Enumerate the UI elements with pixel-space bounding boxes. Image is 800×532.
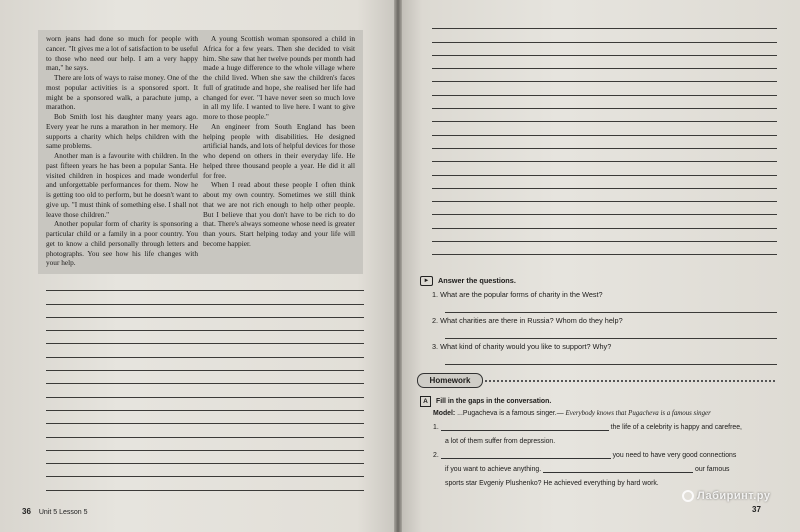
paragraph: Another popular form of charity is sponsoring a particular child or a family in a poor country. You get to know a child personally through letters and photographs. You see how his life changes with your help.: [46, 219, 198, 268]
writing-line[interactable]: [46, 464, 364, 477]
writing-line[interactable]: [46, 411, 364, 424]
question-2: 2. What charities are there in Russia? Whom do they help?: [432, 316, 623, 325]
gap-item-1: [433, 424, 742, 431]
model-answer: Everybody knows that Pugacheva is a famous singer: [565, 410, 711, 417]
writing-line[interactable]: [46, 438, 364, 451]
gap-item-2: [433, 452, 736, 459]
paragraph: Another man is a favourite with children. In the past fifteen years he has been a popular Santa. He visited children in hospices and made wonderful and unforgettable performances for them. Now he is getting too old to perform, but he doesn't want to give up. "I must think of something else. I shall not leave those children.": [46, 151, 198, 219]
right-writing-lines[interactable]: [432, 16, 777, 255]
left-footer: [22, 507, 88, 516]
reading-column-2: [203, 34, 355, 249]
reading-column-1: [46, 34, 198, 268]
writing-line[interactable]: [432, 136, 777, 149]
homework-task-heading: [420, 396, 551, 407]
writing-line[interactable]: [432, 43, 777, 56]
writing-line[interactable]: [46, 291, 364, 304]
writing-line[interactable]: [46, 398, 364, 411]
gap-blank[interactable]: [543, 472, 693, 473]
left-writing-lines[interactable]: [46, 278, 364, 491]
globe-logo-icon: [682, 490, 694, 502]
item-number: 2.: [433, 452, 439, 459]
gap-item-1-continued: a lot of them suffer from depression.: [445, 438, 556, 445]
item-text: you need to have very good connections: [612, 452, 737, 459]
writing-line[interactable]: [432, 189, 777, 202]
writing-line[interactable]: [46, 384, 364, 397]
gap-item-2-continued: [445, 466, 729, 473]
writing-line[interactable]: [432, 56, 777, 69]
writing-line[interactable]: [432, 109, 777, 122]
item-text: if you want to achieve anything.: [445, 466, 542, 473]
writing-line[interactable]: [46, 305, 364, 318]
writing-line[interactable]: [432, 176, 777, 189]
page-number-left: 36: [22, 507, 31, 516]
item-text: our famous: [695, 466, 730, 473]
paragraph: There are lots of ways to raise money. One of the most popular activities is a sponsored sport. It might be a sponsored walk, a parachute jump, a marathon.: [46, 73, 198, 112]
writing-line[interactable]: [432, 29, 777, 42]
model-prompt: ...Pugacheva is a famous singer.—: [457, 410, 564, 417]
writing-line[interactable]: [46, 358, 364, 371]
writing-line[interactable]: [432, 162, 777, 175]
homework-banner: Homework: [417, 373, 483, 388]
writing-line[interactable]: [46, 278, 364, 291]
task-heading: [420, 276, 516, 286]
writing-line[interactable]: [46, 318, 364, 331]
paragraph: Bob Smith lost his daughter many years ago. Every year he runs a marathon in her memory. He supports a charity which helps children with the same problems.: [46, 112, 198, 151]
gap-item-2-line3: sports star Evgeniy Plushenko? He achieved everything by hard work.: [445, 480, 659, 487]
model-example: [433, 410, 711, 417]
task-title: Answer the questions.: [438, 276, 516, 285]
writing-line[interactable]: [432, 69, 777, 82]
paragraph: An engineer from South England has been helping people with disabilities. He designed artificial hands, and lots of helpful devices for those who depend on others in their everyday life. He helped three thousand people a year. He did it all for free.: [203, 121, 355, 180]
item-number: 1.: [433, 424, 439, 431]
answer-line[interactable]: [445, 338, 777, 339]
writing-line[interactable]: [46, 477, 364, 490]
model-label: Model:: [433, 410, 456, 417]
play-arrow-icon: ►: [420, 276, 433, 286]
page-number-right: 37: [752, 505, 761, 514]
writing-line[interactable]: [432, 96, 777, 109]
writing-line[interactable]: [432, 149, 777, 162]
writing-line[interactable]: [46, 424, 364, 437]
writing-line[interactable]: [432, 122, 777, 135]
writing-line[interactable]: [432, 16, 777, 29]
writing-line[interactable]: [432, 82, 777, 95]
writing-line[interactable]: [432, 215, 777, 228]
writing-line[interactable]: [46, 451, 364, 464]
task-letter-badge: A: [420, 396, 431, 407]
watermark-text: Лабиринт.ру: [697, 490, 771, 502]
answer-line[interactable]: [445, 364, 777, 365]
writing-line[interactable]: [432, 202, 777, 215]
writing-line[interactable]: [432, 242, 777, 255]
writing-line[interactable]: [46, 344, 364, 357]
homework-task-title: Fill in the gaps in the conversation.: [436, 398, 552, 405]
item-text: the life of a celebrity is happy and carefree,: [610, 424, 742, 431]
question-1: 1. What are the popular forms of charity in the West?: [432, 290, 603, 299]
homework-divider: [485, 380, 775, 382]
answer-line[interactable]: [445, 312, 777, 313]
paragraph: When I read about these people I often think about my own country. Sometimes we still think that we are not rich enough to help other people. But I believe that you don't have to be rich to do that. There's always someone whose need is greater than yours. Start helping today and your life will become happier.: [203, 180, 355, 248]
gap-blank[interactable]: [441, 458, 611, 459]
gap-blank[interactable]: [441, 430, 609, 431]
question-3: 3. What kind of charity would you like to support? Why?: [432, 342, 612, 351]
paragraph: A young Scottish woman sponsored a child in Africa for a few years. Then she decided to visit him. She saw that her twelve pounds per month had made a huge difference to the whole village where the child lived. When she saw the children's faces full of gratitude and hope, she realised her life had changed for ever. "I have never seen so much love in all my life. I wanted to live here. I want to give more to those people.": [203, 34, 355, 121]
unit-lesson-label: Unit 5 Lesson 5: [38, 509, 88, 516]
paragraph: worn jeans had done so much for people with cancer. "It gives me a lot of satisfaction to be useful to those who need our help. I am a very happy man," he says.: [46, 34, 198, 73]
book-gutter: [394, 0, 402, 532]
writing-line[interactable]: [432, 229, 777, 242]
writing-line[interactable]: [46, 371, 364, 384]
watermark: [682, 490, 770, 502]
writing-line[interactable]: [46, 331, 364, 344]
